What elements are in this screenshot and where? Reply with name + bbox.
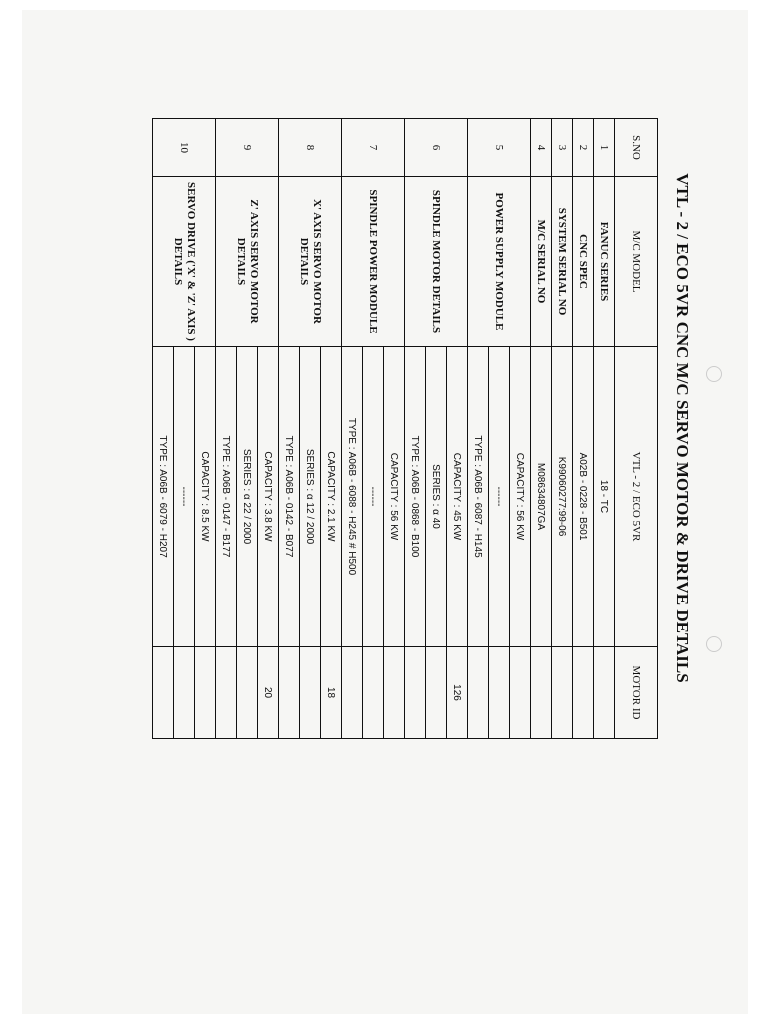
row-sno: 3 [552,119,573,177]
row-model: SERVO DRIVE ('X' & 'Z' AXIS ) DETAILS [153,177,216,347]
scan-mark [706,366,722,382]
row-value: CAPACITY : 56 KW [510,347,531,647]
row-value: TYPE : A06B - 6088 - H245 # H500 [342,347,363,647]
row-motor-id [342,647,363,739]
row-sno: 4 [531,119,552,177]
row-model: FANUC SERIES [594,177,615,347]
row-motor-id: 126 [447,647,468,739]
row-value: SERIES : α 22 / 2000 [237,347,258,647]
row-model: M/C SERIAL NO [531,177,552,347]
row-sno: 2 [573,119,594,177]
row-value: ------ [363,347,384,647]
row-value: TYPE : A06B - 0142 - B077 [279,347,300,647]
row-sno: 1 [594,119,615,177]
row-value: CAPACITY : 2.1 KW [321,347,342,647]
row-value: ------ [489,347,510,647]
table-row [552,119,573,739]
rotated-content [122,118,702,738]
page-title: VTL - 2 / ECO 5VR CNC M/C SERVO MOTOR & DRIVE DETAILS [673,173,692,683]
row-value: A02B - 0228 - B501 [573,347,594,647]
row-motor-id [426,647,447,739]
row-model: Z' AXIS SERVO MOTOR DETAILS [216,177,279,347]
row-model: SPINDLE MOTOR DETAILS [405,177,468,347]
row-sno: 8 [279,119,342,177]
row-value: SERIES : α 40 [426,347,447,647]
scan-mark [706,636,722,652]
row-value: CAPACITY : 3.8 KW [258,347,279,647]
table-body [153,119,615,739]
row-motor-id [153,647,174,739]
header-sno: S.NO [615,119,658,177]
row-sno: 9 [216,119,279,177]
row-motor-id [237,647,258,739]
row-model: SYSTEM SERIAL NO [552,177,573,347]
row-motor-id [279,647,300,739]
row-value: TYPE : A06B - 0868 - B100 [405,347,426,647]
row-motor-id [384,647,405,739]
row-motor-id: 20 [258,647,279,739]
table-row [594,119,615,739]
table-row [447,119,468,739]
table-header-row [615,119,658,739]
row-motor-id [468,647,489,739]
row-motor-id [300,647,321,739]
row-motor-id [510,647,531,739]
row-motor-id [489,647,510,739]
header-value: VTL - 2 / ECO 5VR [615,347,658,647]
row-motor-id [405,647,426,739]
row-motor-id [552,647,573,739]
row-motor-id [195,647,216,739]
row-model: POWER SUPPLY MODULE [468,177,531,347]
row-motor-id [174,647,195,739]
row-sno: 5 [468,119,531,177]
row-model: SPINDLE POWER MODULE [342,177,405,347]
table-row [195,119,216,739]
row-value: TYPE : A06B - 0147 - B177 [216,347,237,647]
row-sno: 10 [153,119,216,177]
row-value: ------ [174,347,195,647]
row-value: TYPE : A06B - 6079 - H207 [153,347,174,647]
table-row [510,119,531,739]
row-motor-id [573,647,594,739]
row-sno: 7 [342,119,405,177]
row-value: CAPACITY : 8.5 KW [195,347,216,647]
row-value: M08634807GA [531,347,552,647]
row-motor-id: 18 [321,647,342,739]
spec-table [152,118,658,739]
row-motor-id [363,647,384,739]
row-motor-id [594,647,615,739]
table-row [384,119,405,739]
scanned-page [22,10,748,1014]
table-row [531,119,552,739]
table-row [258,119,279,739]
row-model: X' AXIS SERVO MOTOR DETAILS [279,177,342,347]
row-value: 18 - TC [594,347,615,647]
table-row [573,119,594,739]
row-value: CAPACITY : 45 KW [447,347,468,647]
row-value: TYPE : A06B - 6087 - H145 [468,347,489,647]
header-motor-id: MOTOR ID [615,647,658,739]
row-value: SERIES : α 12 / 2000 [300,347,321,647]
header-model: M/C MODEL [615,177,658,347]
row-model: CNC SPEC [573,177,594,347]
row-motor-id [531,647,552,739]
row-motor-id [216,647,237,739]
row-value: CAPACITY : 56 KW [384,347,405,647]
row-sno: 6 [405,119,468,177]
row-value: K99060277:99-06 [552,347,573,647]
table-row [321,119,342,739]
